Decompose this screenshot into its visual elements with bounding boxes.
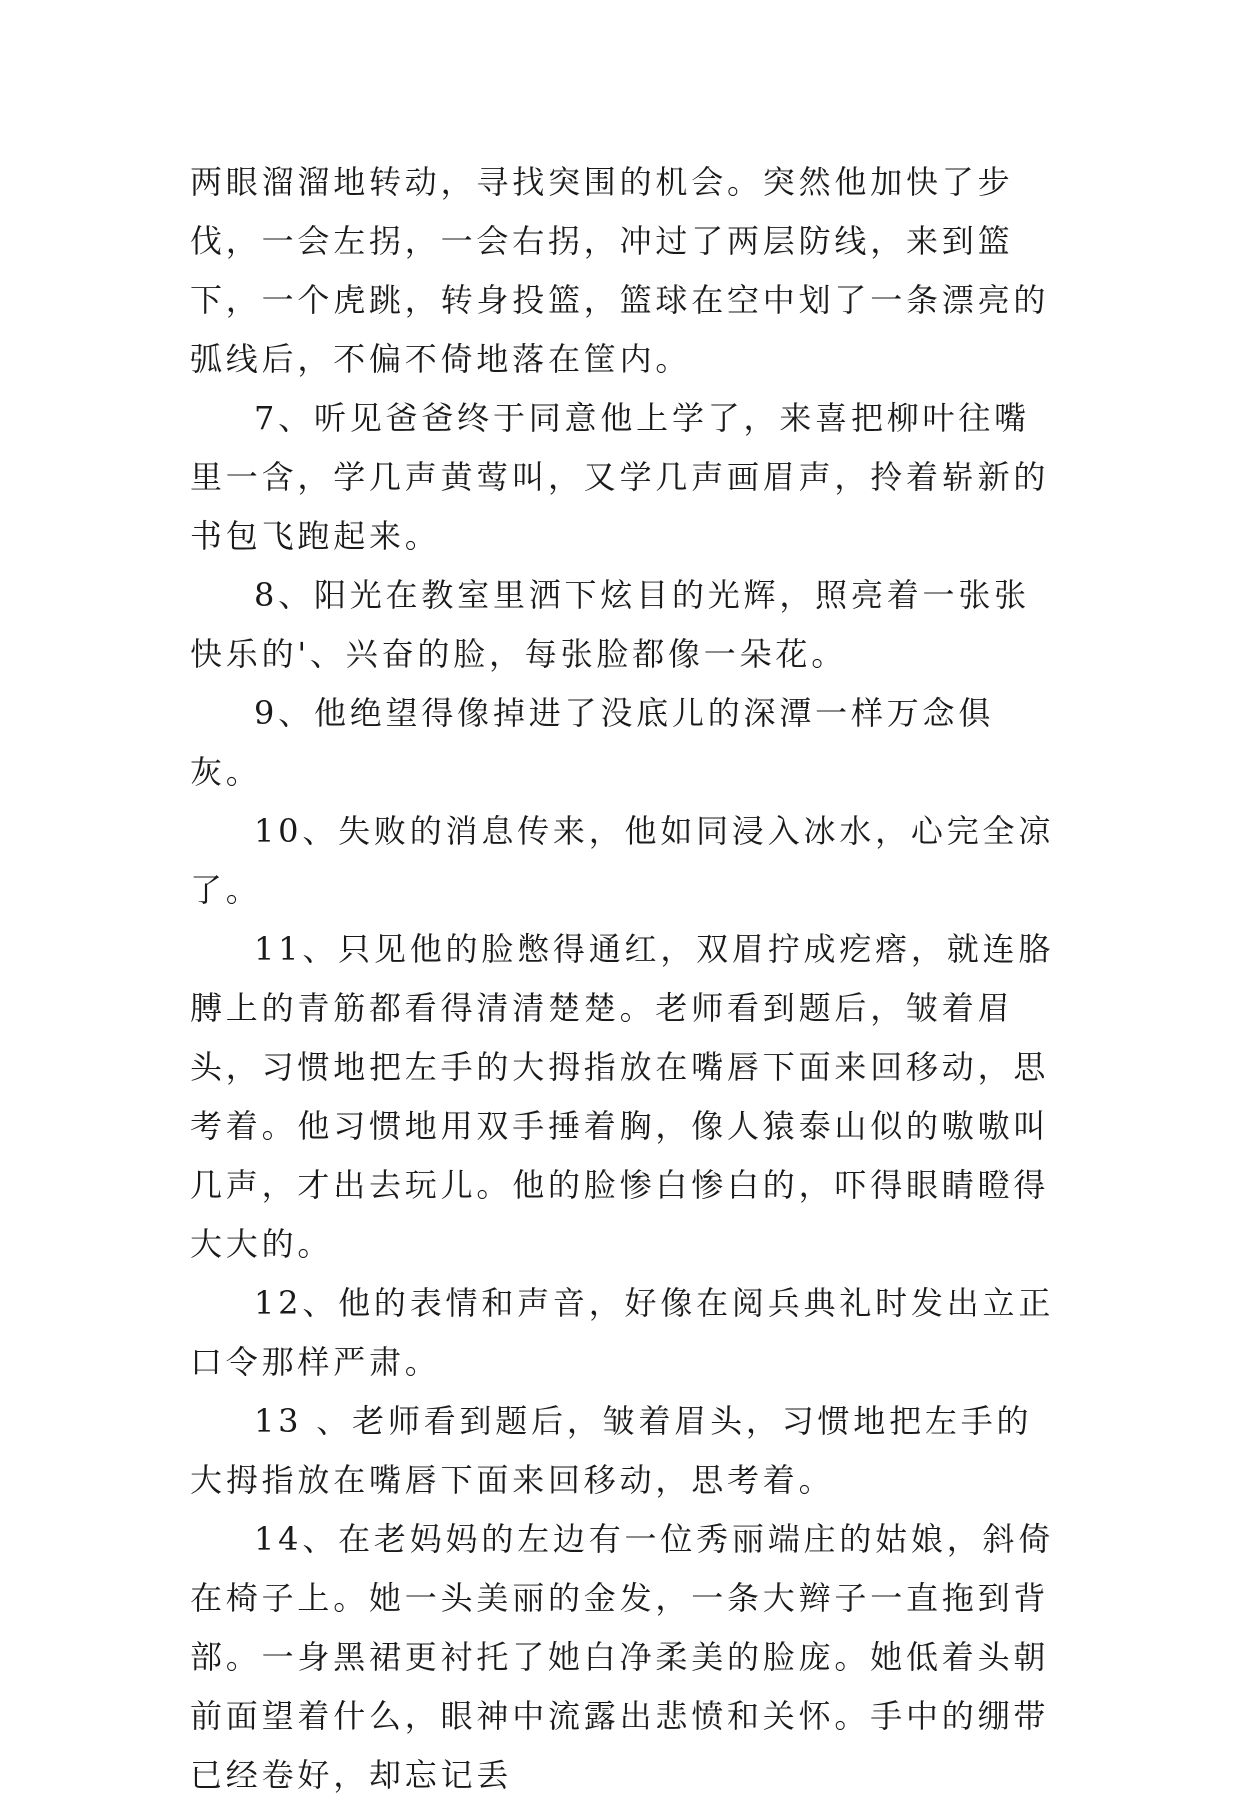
paragraph-item-8: 8、阳光在教室里洒下炫目的光辉，照亮着一张张快乐的'、兴奋的脸，每张脸都像一朵花。 bbox=[190, 576, 1030, 673]
paragraph-item-7: 7、听见爸爸终于同意他上学了，来喜把柳叶往嘴里一含，学几声黄莺叫，又学几声画眉声，拎着崭新的书包飞跑起来。 bbox=[190, 399, 1050, 555]
paragraph-item-12: 12、他的表情和声音，好像在阅兵典礼时发出立正口令那样严肃。 bbox=[190, 1284, 1055, 1381]
paragraph-item-9: 9、他绝望得像掉进了没底儿的深潭一样万念俱灰。 bbox=[190, 694, 995, 791]
paragraph-item-11: 11、只见他的脸憋得通红，双眉拧成疙瘩，就连胳膊上的青筋都看得清清楚楚。老师看到题后，皱着眉头，习惯地把左手的大拇指放在嘴唇下面来回移动，思考着。他习惯地用双手捶着胸，像人猿泰山似的嗷嗷叫几声，才出去玩儿。他的脸惨白惨白的，吓得眼睛瞪得大大的。 bbox=[190, 930, 1055, 1263]
paragraph-item-10: 10、失败的消息传来，他如同浸入冰水，心完全凉了。 bbox=[190, 812, 1055, 909]
paragraph-continued: 两眼溜溜地转动，寻找突围的机会。突然他加快了步伐，一会左拐，一会右拐，冲过了两层防线，来到篮下，一个虎跳，转身投篮，篮球在空中划了一条漂亮的弧线后，不偏不倚地落在筐内。 bbox=[190, 163, 1050, 378]
document-body bbox=[190, 153, 1060, 1805]
paragraph-item-14: 14、在老妈妈的左边有一位秀丽端庄的姑娘，斜倚在椅子上。她一头美丽的金发，一条大辫子一直拖到背部。一身黑裙更衬托了她白净柔美的脸庞。她低着头朝前面望着什么，眼神中流露出悲愤和关怀。手中的绷带已经卷好，却忘记丢 bbox=[190, 1520, 1055, 1794]
paragraph-item-13: 13 、老师看到题后，皱着眉头，习惯地把左手的大拇指放在嘴唇下面来回移动，思考着。 bbox=[190, 1402, 1033, 1499]
